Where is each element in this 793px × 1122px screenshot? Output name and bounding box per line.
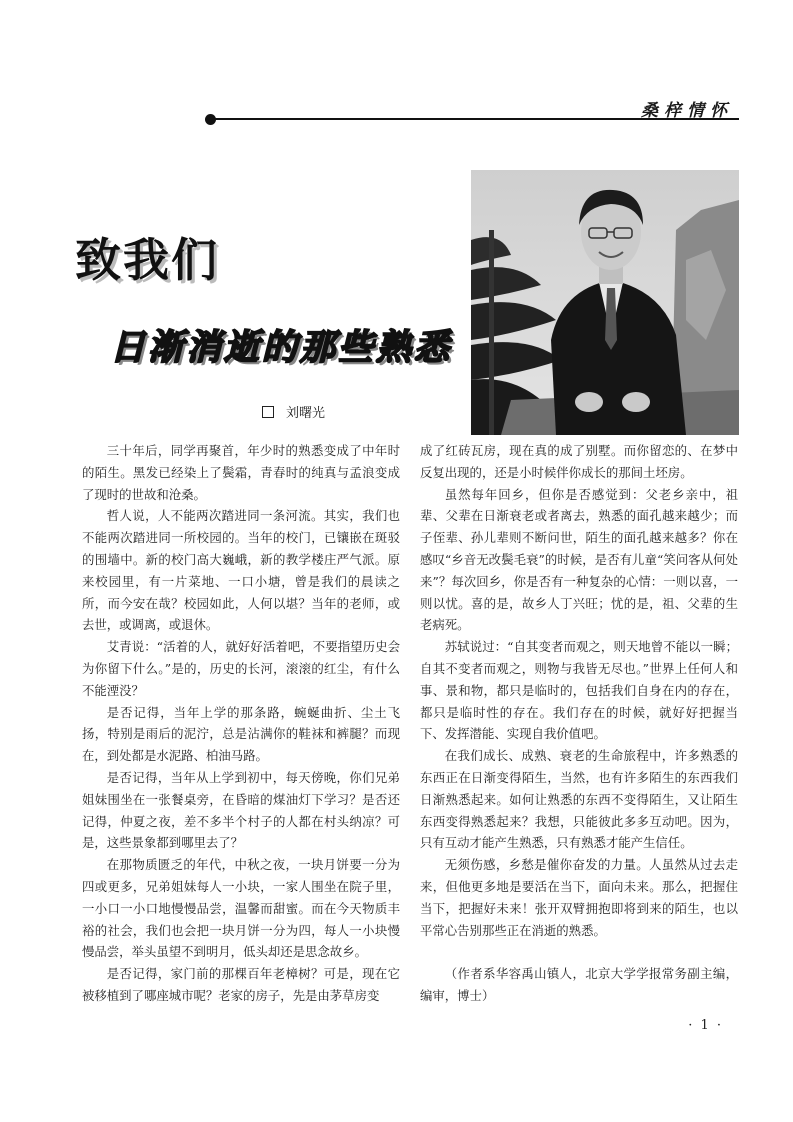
- paragraph: 虽然每年回乡，但你是否感觉到：父老乡亲中，祖辈、父辈在日渐衰老或者离去，熟悉的面孔越来越少；而子侄辈、孙儿辈则不断问世，陌生的面孔越来越多？你在感叹“乡音无改鬓毛衰”的时候，是否有儿童“笑问客从何处来”？每次回乡，你是否有一种复杂的心情：一则以喜，一则以忧。喜的是，故乡人丁兴旺；忧的是，祖、父辈的生老病死。: [420, 486, 738, 633]
- article-title: 致我们: [75, 233, 219, 287]
- body-column-left: [82, 440, 400, 1007]
- paragraph: 无须伤感，乡愁是催你奋发的力量。人虽然从过去走来，但他更多地是要活在当下，面向未来。那么，把握住当下，把握好未来！张开双臂拥抱即将到来的陌生，也以平常心告别那些正在消逝的熟悉。: [420, 857, 738, 938]
- body-column-right: [420, 440, 738, 1007]
- paragraph: 在那物质匮乏的年代，中秋之夜，一块月饼要一分为四或更多，兄弟姐妹每人一小块，一家人围坐在院子里，一小口一小口地慢慢品尝，温馨而甜蜜。而在今天物质丰裕的社会，我们也会把一块月饼一分为四，每人一小块慢慢品尝，举头虽望不到明月，低头却还是思念故乡。: [82, 857, 400, 960]
- portrait-photo-icon: [471, 170, 739, 435]
- paragraph: 是否记得，家门前的那棵百年老樟树？可是，现在它被移植到了哪座城市呢？老家的房子，先是由茅草房变: [82, 966, 400, 1003]
- paragraph: 是否记得，当年上学的那条路，蜿蜒曲折、尘土飞扬，特别是雨后的泥泞，总是沾满你的鞋袜和裤腿？而现在，到处都是水泥路、柏油马路。: [82, 704, 400, 764]
- paragraph: 三十年后，同学再聚首，年少时的熟悉变成了中年时的陌生。黑发已经染上了鬓霜，青春时的纯真与孟浪变成了现时的世故和沧桑。: [82, 443, 400, 502]
- section-tag: 桑梓情怀: [641, 101, 733, 121]
- author-note: （作者系华容禹山镇人，北京大学学报常务副主编，编审，博士）: [420, 966, 738, 1003]
- header-rule: [214, 118, 739, 120]
- portrait-photo: [471, 170, 739, 435]
- paragraph: 哲人说，人不能两次踏进同一条河流。其实，我们也不能两次踏进同一所校园的。当年的校门，已镶嵌在斑驳的围墙中。新的校门高大巍峨，新的教学楼庄严气派。原来校园里，有一片菜地、一口小塘，曾是我们的晨读之所，而今安在哉？校园如此，人何以堪？当年的老师，或去世，或调离，或退休。: [82, 508, 400, 633]
- paragraph: 艾青说：“活着的人，就好好活着吧，不要指望历史会为你留下什么。”是的，历史的长河，滚滚的红尘，有什么不能湮没？: [82, 639, 400, 698]
- article-subtitle: 日渐消逝的那些熟悉: [110, 328, 453, 368]
- page-number: · 1 ·: [688, 1018, 723, 1033]
- paragraph: 苏轼说过：“自其变者而观之，则天地曾不能以一瞬；自其不变者而观之，则物与我皆无尽也。”世界上任何人和事、景和物，都只是临时的，包括我们自身在内的存在，都只是临时性的存在。我们存在的时候，就好好把握当下、发挥潜能、实现自我价值吧。: [420, 639, 738, 742]
- paragraph: 在我们成长、成熟、衰老的生命旅程中，许多熟悉的东西正在日渐变得陌生，当然，也有许多陌生的东西我们日渐熟悉起来。如何让熟悉的东西不变得陌生，又让陌生东西变得熟悉起来？我想，只能彼此多多互动吧。因为，只有互动才能产生熟悉，只有熟悉才能产生信任。: [420, 748, 738, 851]
- byline: [262, 402, 325, 421]
- paragraph-continued: 成了红砖瓦房，现在真的成了别墅。而你留恋的、在梦中反复出现的，还是小时候伴你成长的那间土坯房。: [420, 443, 738, 480]
- author-name: 刘曙光: [286, 406, 326, 421]
- paragraph: 是否记得，当年从上学到初中，每天傍晚，你们兄弟姐妹围坐在一张餐桌旁，在昏暗的煤油灯下学习？是否还记得，仲夏之夜，差不多半个村子的人都在村头纳凉？可是，这些景象都到哪里去了？: [82, 769, 400, 851]
- byline-box-icon: [262, 406, 274, 418]
